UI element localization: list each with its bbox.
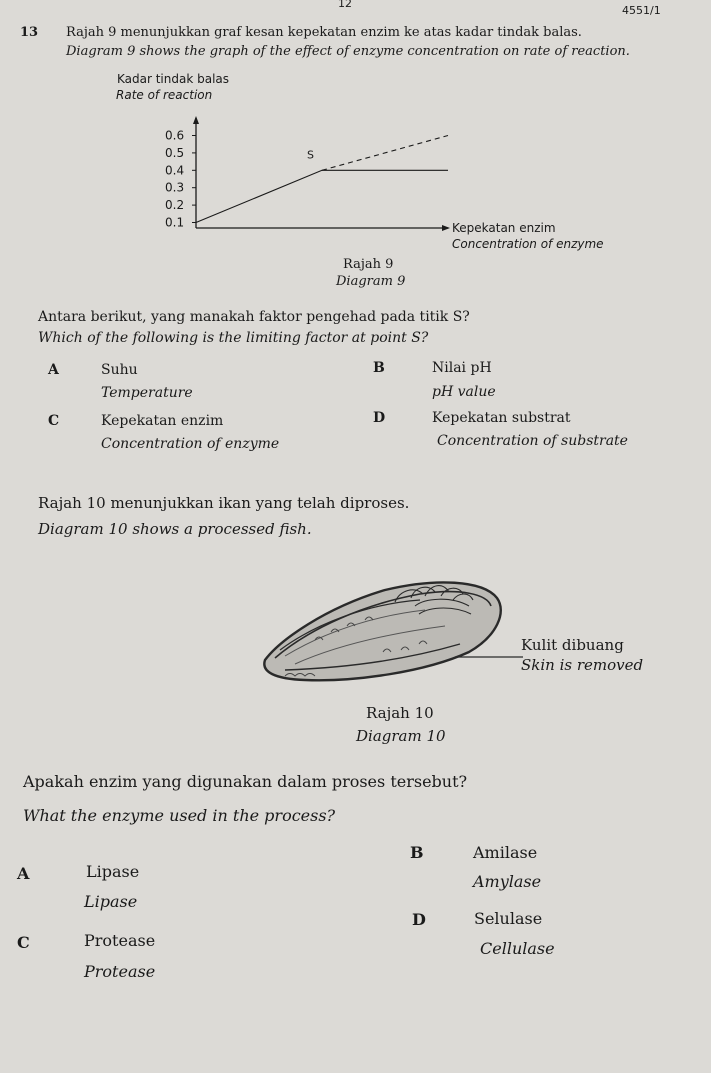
diagram-9-caption-ms: Rajah 9 <box>343 257 394 272</box>
q14-option-d-letter: D <box>412 910 426 929</box>
diagram-10-caption-en: Diagram 10 <box>356 727 446 745</box>
y-tick-label: 0.1 <box>165 215 185 230</box>
q13-option-b-en: pH value <box>432 384 496 400</box>
y-axis <box>193 116 450 231</box>
x-axis-label-en: Concentration of enzyme <box>452 237 604 251</box>
y-tick-label: 0.3 <box>165 180 185 195</box>
q13-option-b-letter: B <box>373 360 385 376</box>
q13-question-ms: Antara berikut, yang manakah faktor pengehad pada titik S? <box>38 309 470 325</box>
q13-question-en: Which of the following is the limiting factor at point S? <box>38 330 429 346</box>
q13-option-c-ms: Kepekatan enzim <box>101 413 224 429</box>
q14-option-b-en: Amylase <box>473 872 542 891</box>
q14-option-c-ms: Protease <box>84 931 156 950</box>
q14-question-ms: Apakah enzim yang digunakan dalam proses tersebut? <box>23 772 468 791</box>
q14-option-b-ms: Amilase <box>473 843 538 862</box>
q13-option-a-ms: Suhu <box>101 362 138 378</box>
q13-stem-en: Diagram 9 shows the graph of the effect of enzyme concentration on rate of reaction. <box>66 44 630 59</box>
y-tick-label: 0.5 <box>165 145 185 160</box>
fish-steak-illustration <box>255 560 535 690</box>
q13-option-a-en: Temperature <box>101 385 193 401</box>
q14-option-a-ms: Lipase <box>86 862 140 881</box>
y-tick-label: 0.6 <box>165 128 185 143</box>
fish-label-en: Skin is removed <box>521 656 644 674</box>
q13-option-c-letter: C <box>48 413 60 429</box>
q14-option-a-en: Lipase <box>84 892 138 911</box>
paper-code: 4551/1 <box>622 4 661 17</box>
diagram-9-caption-en: Diagram 9 <box>336 274 406 289</box>
diagram-10-caption-ms: Rajah 10 <box>366 704 434 722</box>
fish-label-ms: Kulit dibuang <box>521 636 624 654</box>
q13-option-d-letter: D <box>373 410 386 426</box>
x-axis-label-ms: Kepekatan enzim <box>452 221 556 235</box>
solid-series-line <box>196 170 448 222</box>
dashed-series-line <box>322 136 448 171</box>
page-number: 12 <box>338 0 352 10</box>
q14-option-c-letter: C <box>17 933 30 952</box>
q14-option-d-ms: Selulase <box>474 909 543 928</box>
q13-option-d-ms: Kepekatan substrat <box>432 410 571 426</box>
y-axis-arrow <box>193 116 199 124</box>
intro-ms: Rajah 10 menunjukkan ikan yang telah diproses. <box>38 494 410 512</box>
y-tick-label: 0.4 <box>165 163 185 178</box>
q14-option-b-letter: B <box>410 843 424 862</box>
q14-option-a-letter: A <box>17 864 30 883</box>
q13-option-b-ms: Nilai pH <box>432 360 492 376</box>
y-tick-label: 0.2 <box>165 198 185 213</box>
intro-en: Diagram 10 shows a processed fish. <box>38 520 312 538</box>
q13-option-d-en: Concentration of substrate <box>437 433 628 449</box>
y-axis-ticks <box>165 129 196 230</box>
q14-question-en: What the enzyme used in the process? <box>23 806 336 825</box>
question-number: 13 <box>20 25 39 40</box>
chart-lines <box>196 136 448 223</box>
x-axis-arrow <box>442 225 450 231</box>
q14-option-c-en: Protease <box>84 962 156 981</box>
q13-option-c-en: Concentration of enzyme <box>101 436 280 452</box>
y-axis-label-ms: Kadar tindak balas <box>117 72 230 86</box>
y-axis-label-en: Rate of reaction <box>116 88 213 102</box>
diagram-9-chart <box>100 70 640 270</box>
q14-option-d-en: Cellulase <box>480 939 555 958</box>
point-s-label: S <box>307 148 314 162</box>
q13-stem-ms: Rajah 9 menunjukkan graf kesan kepekatan enzim ke atas kadar tindak balas. <box>66 25 582 40</box>
q13-option-a-letter: A <box>48 362 59 378</box>
